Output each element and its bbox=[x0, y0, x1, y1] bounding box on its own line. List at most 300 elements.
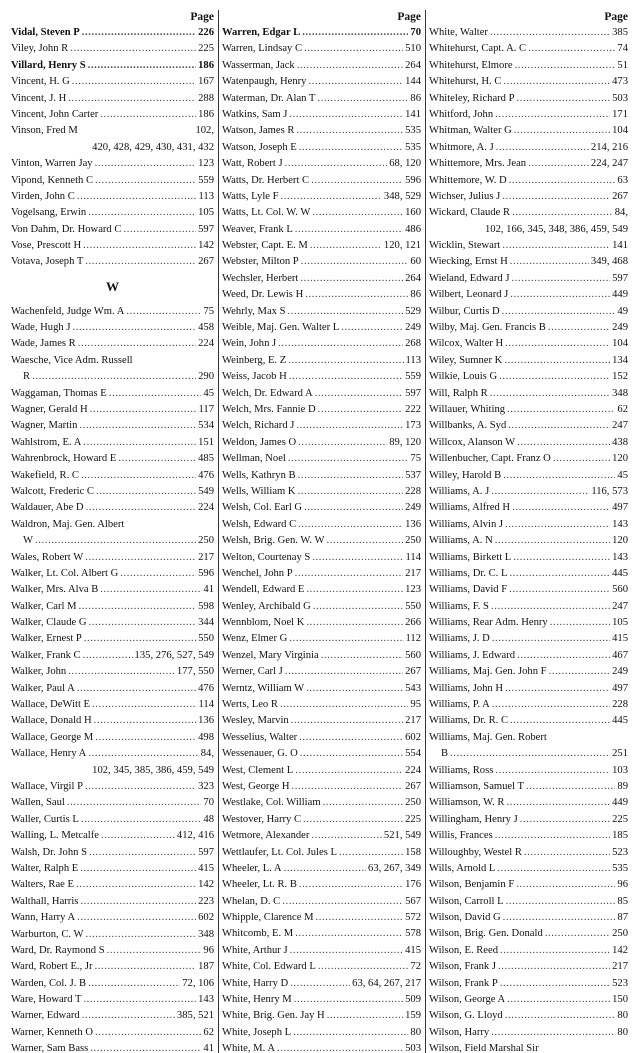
index-entry bbox=[429, 697, 628, 713]
entry-name: Walter, Ralph E bbox=[11, 862, 79, 874]
entry-page-numbers: 144 bbox=[405, 76, 421, 88]
entry-page-numbers: 597 bbox=[198, 846, 214, 858]
entry-name: Willenbucher, Capt. Franz O bbox=[429, 453, 551, 465]
leader-dots bbox=[85, 254, 196, 270]
entry-page-numbers: 225 bbox=[198, 43, 214, 55]
entry-page-numbers: 143 bbox=[612, 551, 628, 563]
entry-page-numbers: 120 bbox=[612, 453, 628, 465]
entry-name: Wiley, Sumner K bbox=[429, 354, 503, 366]
entry-page-numbers: 114 bbox=[405, 551, 421, 563]
entry-page-numbers: 486 bbox=[405, 223, 421, 235]
index-entry bbox=[429, 746, 628, 762]
entry-page-numbers: 543 bbox=[405, 682, 421, 694]
index-entry bbox=[11, 894, 214, 910]
index-entry bbox=[429, 582, 628, 598]
entry-page-numbers: 105 bbox=[198, 207, 214, 219]
leader-dots bbox=[491, 599, 610, 615]
leader-dots bbox=[508, 418, 610, 434]
index-entry bbox=[429, 992, 628, 1008]
index-entry bbox=[222, 566, 421, 582]
index-entry bbox=[429, 238, 628, 254]
index-entry bbox=[11, 468, 214, 484]
entry-page-numbers: 385, 521 bbox=[176, 1010, 214, 1022]
leader-dots bbox=[298, 435, 387, 451]
entry-page-numbers: 80 bbox=[617, 1010, 628, 1022]
index-entry bbox=[222, 582, 421, 598]
entry-name: Webster, Capt. E. M bbox=[222, 240, 308, 252]
leader-dots bbox=[296, 418, 403, 434]
leader-dots bbox=[297, 58, 403, 74]
index-entry bbox=[11, 812, 214, 828]
entry-page-numbers: 250 bbox=[198, 535, 214, 547]
entry-name: Wilby, Maj. Gen. Francis B bbox=[429, 322, 546, 334]
entry-page-numbers: 415 bbox=[405, 944, 421, 956]
leader-dots bbox=[495, 763, 610, 779]
entry-page-numbers: 523 bbox=[612, 977, 628, 989]
leader-dots bbox=[295, 926, 403, 942]
entry-name: Wilbur, Curtis D bbox=[429, 305, 500, 317]
entry-page-numbers: 228 bbox=[405, 485, 421, 497]
leader-dots bbox=[85, 779, 196, 795]
leader-dots bbox=[83, 238, 196, 254]
entry-name: Walker, Mrs. Alva B bbox=[11, 584, 99, 596]
leader-dots bbox=[509, 173, 616, 189]
index-entry bbox=[429, 1041, 628, 1053]
leader-dots bbox=[495, 107, 610, 123]
leader-dots bbox=[510, 254, 589, 270]
leader-dots bbox=[86, 500, 197, 516]
index-entry bbox=[222, 1008, 421, 1024]
leader-dots bbox=[327, 533, 404, 549]
entry-name: Watson, Joseph E bbox=[222, 141, 297, 153]
leader-dots bbox=[32, 369, 196, 385]
leader-dots bbox=[83, 992, 196, 1008]
index-entry bbox=[429, 189, 628, 205]
index-entry bbox=[11, 1025, 214, 1041]
leader-dots bbox=[296, 123, 403, 139]
leader-dots bbox=[281, 189, 382, 205]
index-entry bbox=[222, 74, 421, 90]
leader-dots bbox=[524, 845, 610, 861]
entry-page-numbers: 224 bbox=[405, 764, 421, 776]
leader-dots bbox=[100, 107, 196, 123]
leader-dots bbox=[298, 484, 404, 500]
entry-page-numbers: 96 bbox=[203, 944, 214, 956]
leader-dots bbox=[510, 287, 610, 303]
index-entry bbox=[11, 910, 214, 926]
entry-name: Watts, Lt. Col. W. W bbox=[222, 207, 311, 219]
entry-name: Waggaman, Thomas E bbox=[11, 387, 107, 399]
entry-page-numbers: 142 bbox=[198, 240, 214, 252]
entry-name: Waesche, Vice Adm. Russell bbox=[11, 354, 133, 366]
entry-name: Walthall, Harris bbox=[11, 895, 79, 907]
entry-name: Vinson, Fred M bbox=[11, 125, 78, 137]
entry-name: Wilson, Field Marshal Sir bbox=[429, 1043, 539, 1053]
entry-name: Wilson, G. Lloyd bbox=[429, 1010, 503, 1022]
entry-page-numbers: 264 bbox=[405, 272, 421, 284]
index-entry bbox=[11, 41, 214, 57]
index-entry bbox=[429, 402, 628, 418]
entry-page-numbers: 560 bbox=[612, 584, 628, 596]
entry-page-numbers: 222 bbox=[405, 403, 421, 415]
entry-page-numbers: 534 bbox=[198, 420, 214, 432]
leader-dots bbox=[491, 484, 589, 500]
entry-name: Waldron, Maj. Gen. Albert bbox=[11, 518, 125, 530]
entry-name: Vidal, Steven P bbox=[11, 27, 80, 38]
entry-name: Warner, Sam Bass bbox=[11, 1043, 89, 1053]
entry-page-numbers: 503 bbox=[612, 92, 628, 104]
index-entry bbox=[429, 631, 628, 647]
entry-name: Whelan, D. C bbox=[222, 895, 281, 907]
leader-dots bbox=[327, 1008, 403, 1024]
entry-name: White, Henry M bbox=[222, 994, 292, 1006]
entry-page-numbers: 264 bbox=[405, 59, 421, 71]
leader-dots bbox=[315, 386, 403, 402]
index-entry bbox=[11, 304, 214, 320]
index-entry bbox=[429, 599, 628, 615]
index-entry bbox=[429, 812, 628, 828]
entry-page-numbers: 104 bbox=[612, 338, 628, 350]
leader-dots bbox=[500, 976, 610, 992]
leader-dots bbox=[70, 41, 196, 57]
index-entry bbox=[11, 451, 214, 467]
index-entry bbox=[222, 861, 421, 877]
index-entry bbox=[11, 123, 214, 139]
leader-dots bbox=[311, 828, 382, 844]
entry-name: Wenley, Archibald G bbox=[222, 600, 311, 612]
entry-name: W bbox=[23, 535, 33, 547]
index-entry bbox=[222, 877, 421, 893]
entry-page-numbers: 49 bbox=[617, 305, 628, 317]
entry-name: Whitmore, A. J bbox=[429, 141, 494, 153]
entry-page-numbers: 290 bbox=[198, 371, 214, 383]
entry-name: Warden, Col. J. B bbox=[11, 977, 87, 989]
leader-dots bbox=[323, 795, 404, 811]
entry-page-numbers: 559 bbox=[405, 371, 421, 383]
leader-dots bbox=[528, 156, 589, 172]
leader-dots bbox=[341, 320, 403, 336]
index-entry bbox=[429, 41, 628, 57]
entry-name: Warburton, C. W bbox=[11, 928, 84, 940]
leader-dots bbox=[507, 795, 611, 811]
entry-page-numbers: 120, 121 bbox=[383, 240, 421, 252]
entry-page-numbers: 72, 106 bbox=[182, 977, 214, 989]
entry-page-numbers: 323 bbox=[198, 780, 214, 792]
index-entry bbox=[11, 566, 214, 582]
index-entry bbox=[429, 795, 628, 811]
entry-name: Weiss, Jacob H bbox=[222, 371, 287, 383]
entry-page-numbers: 476 bbox=[198, 682, 214, 694]
entry-name: Williams, John H bbox=[429, 682, 504, 694]
entry-page-numbers: 68, 120 bbox=[389, 158, 421, 170]
entry-page-numbers: 225 bbox=[612, 813, 628, 825]
entry-page-numbers: 186 bbox=[198, 59, 214, 71]
leader-dots bbox=[82, 25, 196, 41]
entry-name: Willis, Frances bbox=[429, 830, 493, 842]
entry-page-numbers: 134 bbox=[612, 354, 628, 366]
index-entry bbox=[11, 156, 214, 172]
leader-dots bbox=[80, 894, 196, 910]
entry-name: Wilson, Brig. Gen. Donald bbox=[429, 928, 543, 940]
index-entry bbox=[222, 304, 421, 320]
entry-name: Wilbert, Leonard J bbox=[429, 289, 509, 301]
leader-dots bbox=[312, 205, 403, 221]
index-entry bbox=[429, 976, 628, 992]
entry-name: Wallace, George M bbox=[11, 731, 94, 743]
index-entry bbox=[11, 943, 214, 959]
entry-page-numbers: 509 bbox=[405, 994, 421, 1006]
entry-page-numbers: 503 bbox=[405, 1043, 421, 1053]
entry-page-numbers: 217 bbox=[612, 961, 628, 973]
index-entry bbox=[11, 353, 214, 369]
entry-name: Wilcox, Walter H bbox=[429, 338, 504, 350]
entry-page-numbers: 550 bbox=[198, 633, 214, 645]
leader-dots bbox=[118, 451, 196, 467]
index-entry bbox=[222, 763, 421, 779]
entry-page-numbers: 249 bbox=[405, 502, 421, 514]
leader-dots bbox=[504, 353, 610, 369]
leader-dots bbox=[339, 845, 403, 861]
index-entry bbox=[11, 845, 214, 861]
index-entry bbox=[222, 713, 421, 729]
entry-page-numbers: 438 bbox=[612, 436, 628, 448]
entry-name: Walters, Rae E bbox=[11, 879, 74, 891]
leader-dots bbox=[88, 205, 196, 221]
index-entry bbox=[429, 435, 628, 451]
index-entry bbox=[429, 763, 628, 779]
entry-name: Wicklin, Stewart bbox=[429, 240, 501, 252]
leader-dots bbox=[95, 156, 197, 172]
index-entry bbox=[222, 140, 421, 156]
index-entry bbox=[429, 484, 628, 500]
leader-dots bbox=[513, 550, 610, 566]
index-entry bbox=[222, 418, 421, 434]
page-column-header: Page bbox=[190, 11, 214, 23]
entry-name: Wills, Arnold L bbox=[429, 862, 496, 874]
entry-page-numbers: 226 bbox=[198, 27, 214, 38]
index-entry-continuation bbox=[11, 140, 214, 156]
index-entry bbox=[11, 730, 214, 746]
entry-name: Westlake, Col. William bbox=[222, 797, 321, 809]
leader-dots bbox=[95, 1025, 201, 1041]
leader-dots bbox=[84, 631, 196, 647]
entry-name: Wesselius, Walter bbox=[222, 731, 298, 743]
entry-name: Welch, Richard J bbox=[222, 420, 295, 432]
leader-dots bbox=[288, 353, 403, 369]
leader-dots bbox=[85, 550, 196, 566]
entry-page-numbers: 602 bbox=[405, 731, 421, 743]
entry-name: West, George H bbox=[222, 780, 290, 792]
leader-dots bbox=[311, 173, 403, 189]
index-entry bbox=[222, 107, 421, 123]
entry-name: Williams, Maj. Gen. John F bbox=[429, 666, 547, 678]
index-entry bbox=[11, 1008, 214, 1024]
index-entry bbox=[429, 959, 628, 975]
entry-page-numbers: 250 bbox=[405, 535, 421, 547]
entry-name: Wakefield, R. C bbox=[11, 469, 79, 481]
index-entry bbox=[222, 254, 421, 270]
entry-page-numbers: 549 bbox=[198, 485, 214, 497]
index-entry bbox=[11, 74, 214, 90]
entry-name: Welsh, Brig. Gen. W. W bbox=[222, 535, 325, 547]
entry-page-numbers: 268 bbox=[405, 338, 421, 350]
index-entry bbox=[222, 910, 421, 926]
entry-name: Williams, Birkett L bbox=[429, 551, 512, 563]
index-entry bbox=[429, 140, 628, 156]
leader-dots bbox=[505, 336, 610, 352]
index-entry bbox=[11, 205, 214, 221]
entry-page-numbers: 567 bbox=[405, 895, 421, 907]
entry-name: Wheeler, Lt. R. B bbox=[222, 879, 297, 891]
index-entry bbox=[429, 369, 628, 385]
entry-page-numbers: 485 bbox=[198, 453, 214, 465]
entry-page-numbers: 559 bbox=[198, 174, 214, 186]
entry-page-numbers: 224, 247 bbox=[590, 158, 628, 170]
leader-dots bbox=[318, 959, 409, 975]
entry-name: White, Col. Edward L bbox=[222, 961, 316, 973]
entry-page-numbers: 217 bbox=[405, 567, 421, 579]
entry-name: Wechsler, Herbert bbox=[222, 272, 299, 284]
entry-page-numbers: 75 bbox=[203, 305, 214, 317]
entry-page-numbers: 449 bbox=[612, 797, 628, 809]
entry-page-numbers: 223 bbox=[198, 895, 214, 907]
leader-dots bbox=[292, 779, 404, 795]
entry-page-numbers: 159 bbox=[405, 1010, 421, 1022]
entry-name: Willauer, Whiting bbox=[429, 403, 506, 415]
page-column-header: Page bbox=[397, 11, 421, 23]
leader-dots bbox=[95, 730, 196, 746]
index-entry bbox=[222, 631, 421, 647]
leader-dots bbox=[503, 910, 616, 926]
leader-dots bbox=[101, 828, 175, 844]
index-entry bbox=[429, 254, 628, 270]
entry-page-numbers: 267 bbox=[198, 256, 214, 268]
leader-dots bbox=[545, 926, 610, 942]
entry-name: Welsh, Edward C bbox=[222, 518, 297, 530]
entry-page-numbers: 510 bbox=[405, 43, 421, 55]
entry-name: Wennblom, Noel K bbox=[222, 617, 305, 629]
entry-name: White, Harry D bbox=[222, 977, 289, 989]
leader-dots bbox=[298, 517, 403, 533]
entry-page-numbers: 63, 64, 267, 217 bbox=[352, 977, 421, 989]
leader-dots bbox=[305, 287, 408, 303]
entry-name: White, Walter bbox=[429, 27, 488, 38]
leader-dots bbox=[68, 664, 175, 680]
index-entry bbox=[429, 926, 628, 942]
entry-page-numbers: 86 bbox=[410, 289, 421, 301]
index-entry bbox=[11, 992, 214, 1008]
index-entry bbox=[429, 500, 628, 516]
index-entry bbox=[429, 730, 628, 746]
index-entry bbox=[11, 402, 214, 418]
index-entry bbox=[11, 697, 214, 713]
entry-name: Williams, A. N bbox=[429, 535, 493, 547]
leader-dots bbox=[299, 877, 403, 893]
entry-name: Whittemore, W. D bbox=[429, 174, 507, 186]
entry-name: Wilson, Carroll L bbox=[429, 895, 504, 907]
entry-page-numbers: 187 bbox=[198, 961, 214, 973]
index-entry bbox=[11, 418, 214, 434]
index-entry bbox=[11, 828, 214, 844]
entry-name: Wilson, David G bbox=[429, 912, 501, 924]
leader-dots bbox=[507, 992, 610, 1008]
entry-page-numbers: 467 bbox=[612, 649, 628, 661]
entry-name: Ware, Howard T bbox=[11, 994, 82, 1006]
entry-page-numbers: 288 bbox=[198, 92, 214, 104]
entry-name: Von Dahm, Dr. Howard C bbox=[11, 223, 122, 235]
leader-dots bbox=[516, 877, 615, 893]
entry-page-numbers: 135, 276, 527, 549 bbox=[134, 649, 214, 661]
entry-name: Werntz, William W bbox=[222, 682, 305, 694]
entry-name: Wachenfeld, Judge Wm. A bbox=[11, 305, 125, 317]
entry-page-numbers: 113 bbox=[405, 354, 421, 366]
leader-dots bbox=[301, 254, 409, 270]
entry-name: Willbanks, A. Syd bbox=[429, 420, 507, 432]
entry-page-numbers: 167 bbox=[198, 76, 214, 88]
index-entry bbox=[11, 615, 214, 631]
entry-page-numbers: 521, 549 bbox=[383, 830, 421, 842]
entry-page-numbers: 344 bbox=[198, 617, 214, 629]
entry-name: Ward, Dr. Raymond S bbox=[11, 944, 105, 956]
index-entry bbox=[429, 287, 628, 303]
leader-dots bbox=[90, 402, 197, 418]
index-entry bbox=[11, 927, 214, 943]
entry-page-numbers: 498 bbox=[198, 731, 214, 743]
entry-page-numbers: 249 bbox=[405, 322, 421, 334]
index-entry bbox=[11, 91, 214, 107]
entry-page-numbers: 48 bbox=[203, 813, 214, 825]
entry-page-numbers: 267 bbox=[405, 666, 421, 678]
index-entry bbox=[11, 484, 214, 500]
entry-name: Vinton, Warren Jay bbox=[11, 158, 93, 170]
leader-dots bbox=[517, 648, 610, 664]
index-entry bbox=[429, 386, 628, 402]
entry-name: Wade, James R bbox=[11, 338, 76, 350]
entry-page-numbers: 267 bbox=[405, 780, 421, 792]
index-entry bbox=[11, 664, 214, 680]
entry-page-numbers: 86 bbox=[410, 92, 421, 104]
leader-dots bbox=[291, 713, 403, 729]
leader-dots bbox=[302, 25, 408, 41]
entry-name: Wesley, Marvin bbox=[222, 715, 289, 727]
entry-name: Wilson, Frank J bbox=[429, 961, 496, 973]
entry-name: Williams, J. Edward bbox=[429, 649, 516, 661]
entry-page-numbers: 225 bbox=[405, 813, 421, 825]
leader-dots bbox=[120, 566, 196, 582]
entry-page-numbers: 143 bbox=[612, 518, 628, 530]
entry-page-numbers: 412, 416 bbox=[176, 830, 214, 842]
entry-name: Willcox, Alanson W bbox=[429, 436, 516, 448]
index-column-1 bbox=[11, 10, 218, 1053]
entry-name: Whitehurst, Capt. A. C bbox=[429, 43, 527, 55]
leader-dots bbox=[95, 173, 196, 189]
index-entry bbox=[429, 91, 628, 107]
entry-name: Werner, Carl J bbox=[222, 666, 283, 678]
entry-name: Williams, Alvin J bbox=[429, 518, 504, 530]
index-entry bbox=[429, 877, 628, 893]
entry-name: Villard, Henry S bbox=[11, 59, 86, 71]
entry-name: Walker, Frank C bbox=[11, 649, 81, 661]
index-entry bbox=[222, 517, 421, 533]
leader-dots bbox=[79, 418, 196, 434]
entry-page-numbers: 385 bbox=[612, 27, 628, 38]
index-entry bbox=[429, 353, 628, 369]
index-entry bbox=[429, 1025, 628, 1041]
entry-page-numbers: 449 bbox=[612, 289, 628, 301]
entry-name: Wilson, E. Reed bbox=[429, 944, 499, 956]
entry-name: Williams, A. J bbox=[429, 485, 490, 497]
leader-dots bbox=[79, 599, 197, 615]
